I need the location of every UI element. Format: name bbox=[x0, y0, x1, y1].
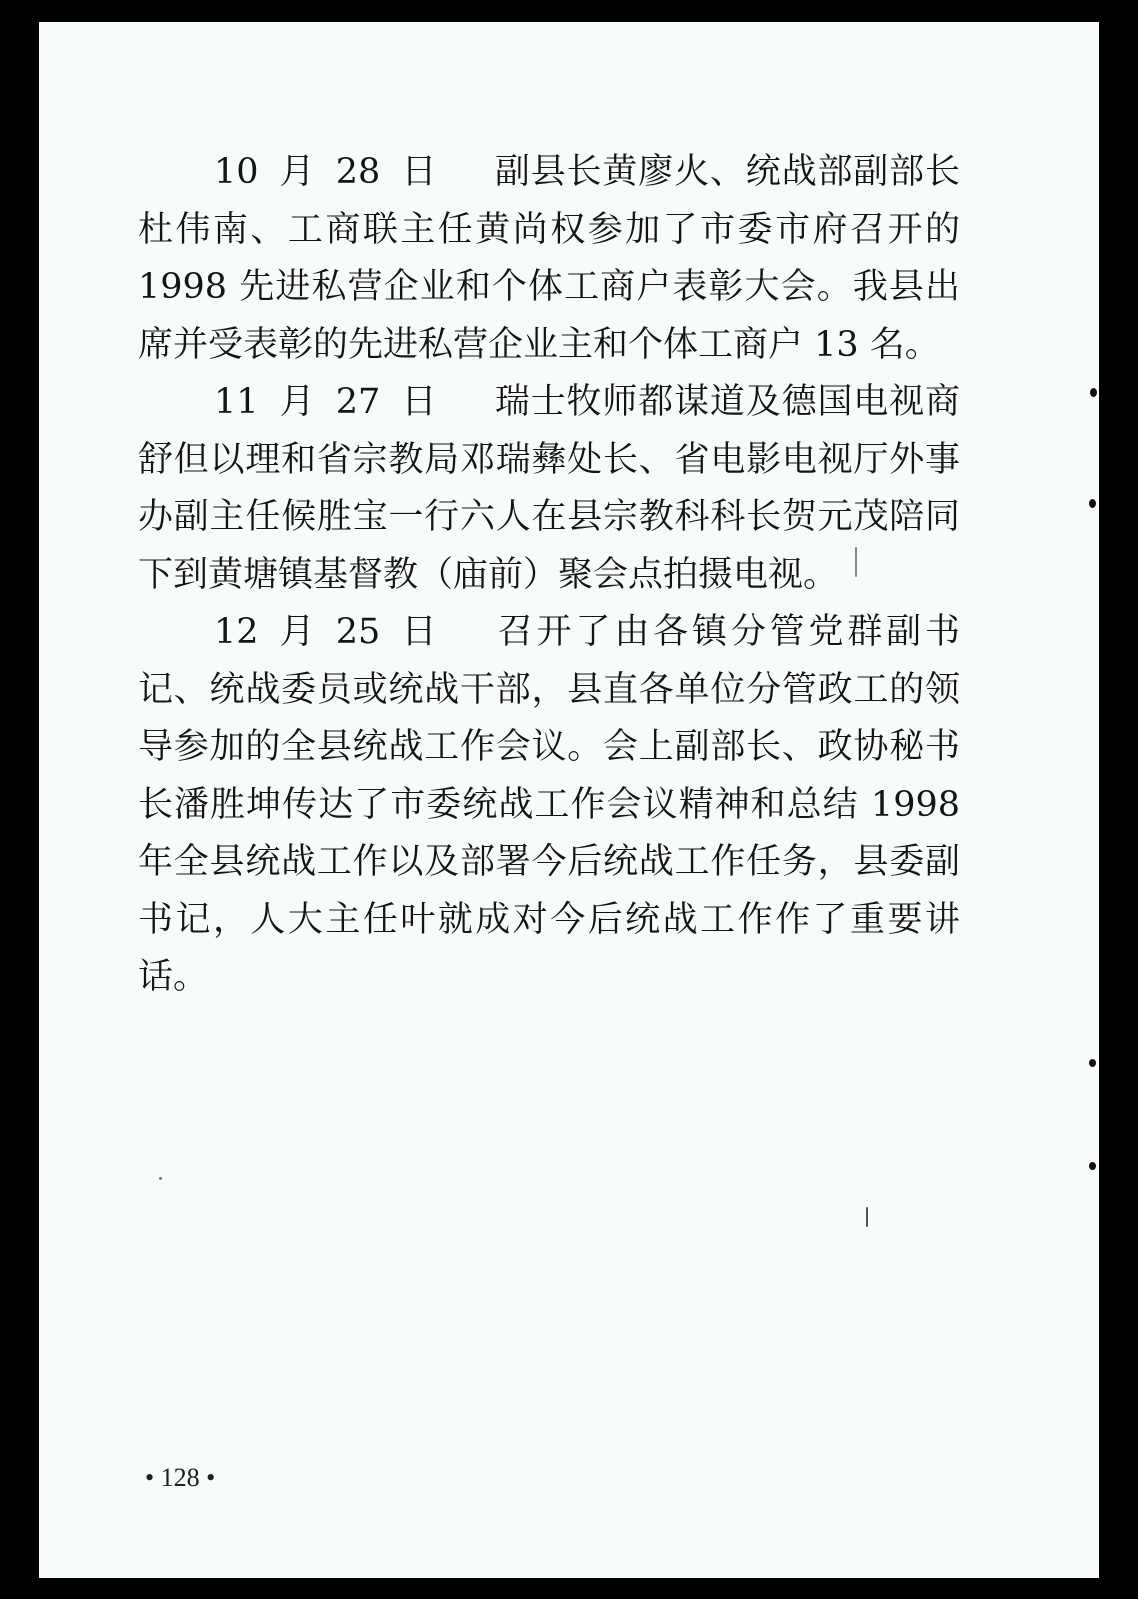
entry-1127 bbox=[138, 374, 960, 604]
document-page bbox=[39, 22, 1099, 1578]
scan-speck bbox=[1089, 499, 1096, 508]
scan-mark bbox=[866, 1207, 868, 1227]
scan-mark bbox=[855, 547, 857, 577]
scan-speck bbox=[159, 1177, 162, 1180]
entry-date: 11 月 27 日 bbox=[214, 382, 437, 422]
entry-text: 召开了由各镇分管党群副书记、统战委员或统战干部，县直各单位分管政工的领导参加的全县统战工作会议。会上副部长、政协秘书长潘胜坤传达了市委统战工作会议精神和总结 1998 年全县统战工作以及部署今后统战工作任务，县委副书记，人大主任叶就成对今后统战工作作了重要讲话。 bbox=[138, 612, 960, 997]
entry-text: 副县长黄廖火、统战部副部长杜伟南、工商联主任黄尚权参加了市委市府召开的 1998 先进私营企业和个体工商户表彰大会。我县出席并受表彰的先进私营企业主和个体工商户 13 名。 bbox=[138, 152, 960, 365]
entry-1028 bbox=[138, 144, 960, 374]
entry-text: 瑞士牧师都谋道及德国电视商舒但以理和省宗教局邓瑞彝处长、省电影电视厅外事办副主任候胜宝一行六人在县宗教科科长贺元茂陪同下到黄塘镇基督教（庙前）聚会点拍摄电视。 bbox=[138, 382, 960, 595]
scan-speck bbox=[1089, 1162, 1096, 1170]
entry-1225 bbox=[138, 604, 960, 1007]
page-number: • 128 • bbox=[145, 1463, 216, 1492]
entry-date: 12 月 25 日 bbox=[214, 612, 437, 652]
entry-date: 10 月 28 日 bbox=[214, 152, 437, 192]
scan-speck bbox=[1090, 388, 1097, 397]
scan-speck bbox=[1089, 1059, 1096, 1067]
chronicle-entries bbox=[138, 144, 960, 1007]
